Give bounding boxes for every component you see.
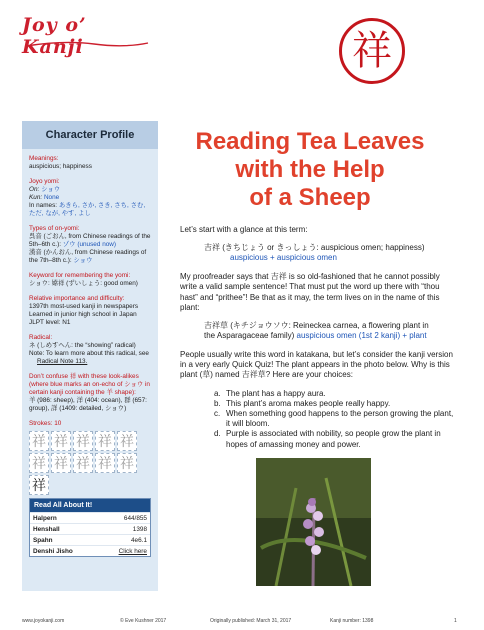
sidebar-header: Character Profile (22, 121, 158, 149)
importance-label: Relative importance and difficulty: (29, 295, 125, 302)
reference-name: Halpern (33, 514, 57, 522)
proofreader-paragraph: My proofreader says that 吉祥 is so old-fashioned that he cannot possibly write a valid sample sentence! That must put the word up there with “thou hast” and “prithee”! Be that as it may, the term lives on in the name of this plant: (180, 272, 440, 312)
plant-term-gloss: auspicious omen (1st 2 kanji) + plant (296, 331, 427, 341)
keyword-label: Keyword for remembering the yomi: (29, 272, 131, 279)
radical-note: Note: To learn more about this radical, see (29, 350, 149, 357)
types-line2-text: 漢音 (かんおん, from Chinese readings of the 7th–8th c.): (29, 249, 147, 264)
reference-value: 4e6.1 (131, 536, 147, 544)
footer-published: Originally published: March 31, 2017 (210, 618, 292, 624)
joy-o-kanji-logo (22, 14, 152, 62)
confuse-label: Don’t confuse 祥 with these look-alikes (where blue marks an on-echo of ショウ in certain kanji containing the 羊 shape): (29, 373, 150, 396)
meanings-label: Meanings: (29, 155, 59, 162)
stroke-order-cell: 祥 (29, 453, 49, 473)
option-letter: c. (214, 409, 221, 419)
title-line: Reading Tea Leaves (195, 128, 425, 155)
reference-name: Denshi Jisho (33, 547, 73, 555)
featured-kanji-circle (339, 18, 405, 84)
option-letter: b. (214, 398, 221, 408)
types-section (29, 225, 151, 265)
types-line1-reading: ゾウ (unused now) (62, 241, 117, 248)
footer-site: www.joyokanji.com (22, 618, 65, 624)
reference-name: Spahn (33, 536, 53, 544)
option-letter: a. (214, 388, 221, 398)
article-title (180, 128, 440, 212)
option-letter: d. (214, 429, 221, 439)
reineckea-plant-photo (256, 458, 371, 586)
reference-row (30, 523, 150, 534)
stroke-order-cell: 祥 (95, 453, 115, 473)
confuse-value: 羊 (986: sheep), 洋 (404: ocean), 群 (657: group), 詳 (1409: detailed, ショウ) (29, 397, 147, 412)
joyo-yomi-section (29, 178, 151, 218)
example-term-text: 吉祥 (きちじょう or きっしょう: auspicious omen; happiness) (204, 243, 425, 253)
read-all-about-it-box (29, 498, 151, 557)
stroke-order-cell: 祥 (29, 431, 49, 451)
stroke-order-cell: 祥 (117, 431, 137, 451)
option-text: Purple is associated with nobility, so people grow the plant in hopes of amassing money and power. (226, 429, 441, 449)
logo-text: Joy o’ Kanji (22, 14, 87, 58)
reference-row (30, 512, 150, 523)
intro-paragraph: Let’s start with a glance at this term: (180, 225, 308, 234)
quiz-option (214, 409, 456, 429)
importance-line: 1397th most-used kanji in newspapers (29, 303, 139, 310)
stroke-order-cell: 祥 (95, 431, 115, 451)
keyword-value: ショウ: 嫦祥 (ずいしょう: good omen) (29, 280, 138, 287)
importance-line: Learned in junior high school in Japan (29, 311, 137, 318)
reference-row (30, 534, 150, 545)
kun-value: None (43, 194, 60, 201)
option-text: This plant’s aroma makes people really happy. (226, 398, 391, 408)
on-value: ショウ (41, 186, 61, 193)
meanings-section (29, 155, 151, 171)
footer-page-number: 1 (454, 618, 457, 624)
title-line: with the Help (235, 156, 385, 183)
importance-line: JLPT level: N1 (29, 319, 71, 326)
stroke-order-cell: 祥 (51, 453, 71, 473)
keyword-section (29, 272, 151, 288)
reference-value: 644/855 (123, 514, 147, 522)
names-label: In names: (29, 202, 58, 209)
radical-note-link[interactable]: Radical Note 113. (37, 358, 88, 365)
denshi-jisho-link[interactable]: Click here (118, 547, 147, 555)
page-footer (0, 614, 484, 630)
quiz-option (214, 429, 456, 449)
featured-kanji: 祥 (352, 28, 392, 74)
option-text: The plant has a happy aura. (226, 388, 326, 398)
quiz-option (214, 389, 456, 399)
stroke-order-grid (29, 431, 151, 495)
radical-label: Radical: (29, 334, 53, 341)
article-body (180, 225, 456, 458)
plant-term-family: the Asparagaceae family) (204, 331, 295, 341)
quiz-intro-paragraph: People usually write this word in katakana, but let’s consider the kanji version in a very early Quick Quiz! The plant appears in the photo below. Why is this plant (草) named 吉祥草? Here are your choices: (180, 350, 453, 380)
stroke-order-cell: 祥 (29, 475, 49, 495)
title-line: of a Sheep (249, 184, 371, 211)
example-term (180, 243, 456, 263)
quiz-options (180, 389, 456, 450)
strokes-section (29, 420, 151, 495)
stroke-order-cell: 祥 (73, 453, 93, 473)
names-value: あきら, さか, さき, さち, さむ, ただ, なが, やす, よし (29, 202, 146, 217)
plant-term-text: 吉祥草 (キチジョウソウ: Reineckea carnea, a flowering plant in (204, 321, 429, 331)
types-label: Types of on-yomi: (29, 225, 80, 232)
radical-section (29, 334, 151, 366)
reference-value: 1398 (132, 525, 147, 533)
option-text: When something good happens to the person growing the plant, it will bloom. (226, 409, 454, 429)
kun-label: Kun: (29, 194, 43, 201)
stroke-order-cell: 祥 (51, 431, 71, 451)
joyo-yomi-label: Joyo yomi: (29, 178, 60, 185)
reference-row (30, 545, 150, 556)
stroke-order-cell: 祥 (73, 431, 93, 451)
types-line1-text: 呉音 (ごおん, from Chinese readings of the 5th–6th c.): (29, 233, 151, 248)
read-all-header: Read All About It! (30, 499, 150, 512)
example-term-gloss: auspicious + auspicious omen (230, 253, 337, 263)
confuse-section (29, 373, 151, 413)
meanings-value: auspicious; happiness (29, 163, 92, 170)
footer-copyright: © Eve Kushner 2017 (120, 618, 167, 624)
reference-name: Henshall (33, 525, 60, 533)
importance-section (29, 295, 151, 327)
on-label: On: (29, 186, 40, 193)
logo-underline-icon (24, 40, 150, 50)
quiz-option (214, 399, 456, 409)
strokes-label: Strokes: 10 (29, 420, 62, 427)
types-line2-reading: ショウ (73, 257, 93, 264)
radical-line: ネ (しめすへん: the “showing” radical) (29, 342, 136, 349)
plant-term (180, 321, 456, 341)
character-profile-sidebar (22, 121, 158, 591)
stroke-order-cell: 祥 (117, 453, 137, 473)
footer-kanji-number: Kanji number: 1398 (330, 618, 374, 624)
